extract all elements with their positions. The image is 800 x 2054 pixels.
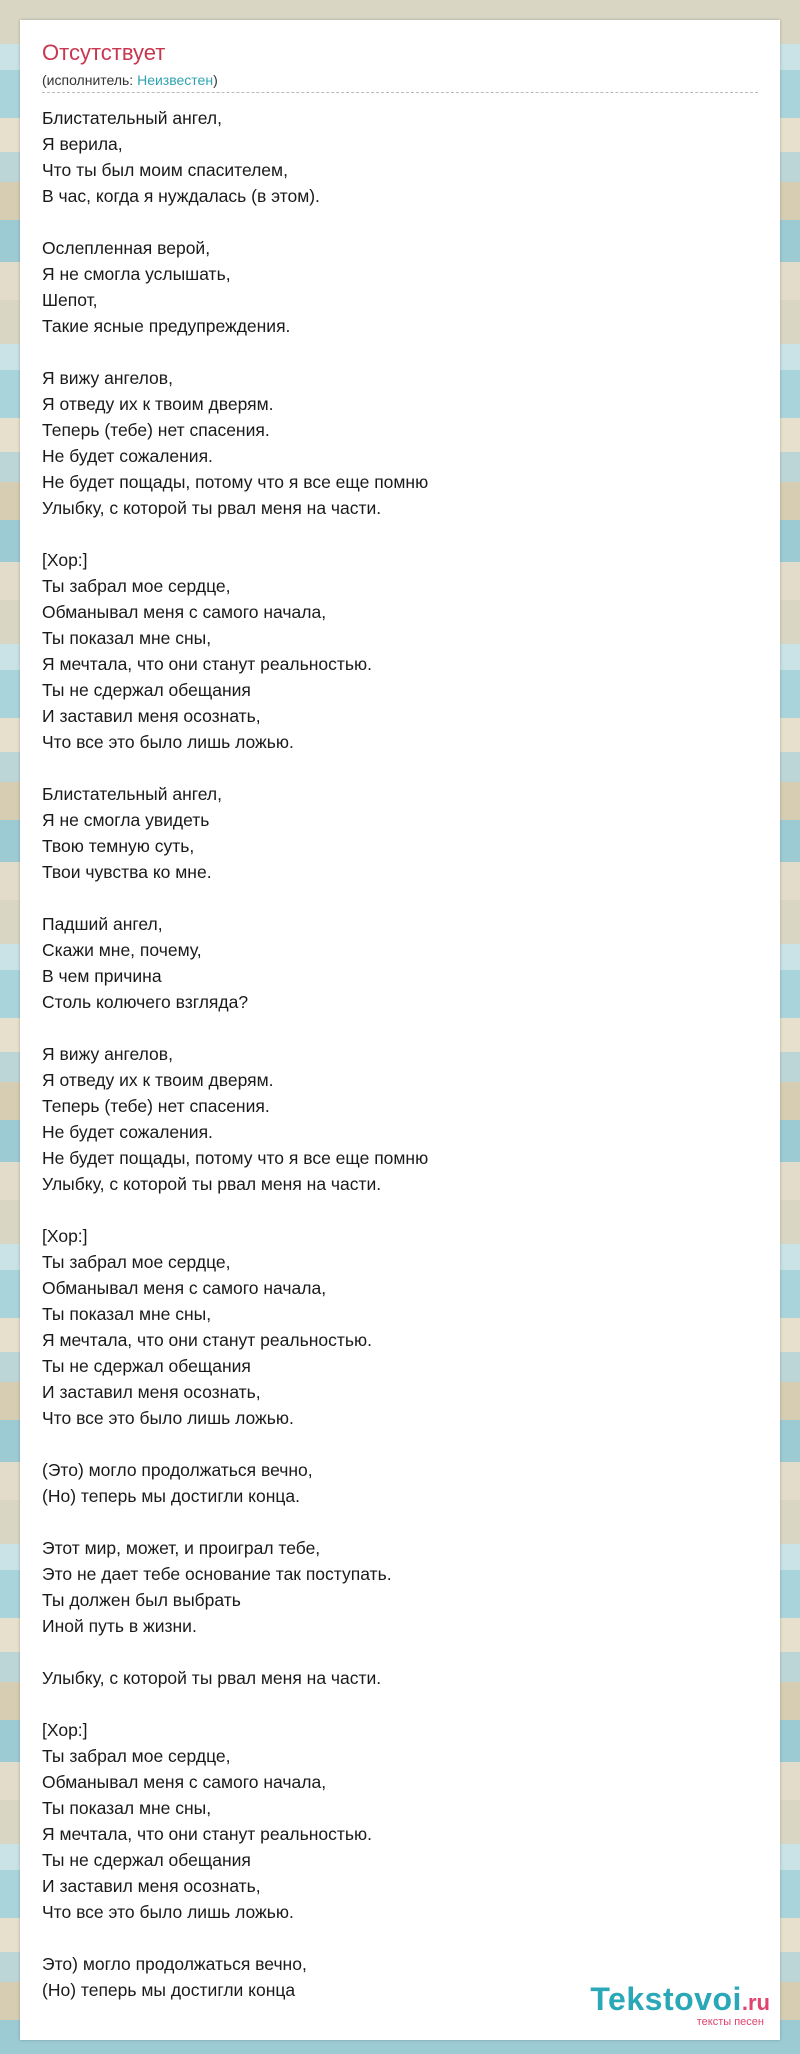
lyrics-line: Обманывал меня с самого начала,	[42, 602, 327, 622]
lyrics-line: Я верила,	[42, 134, 123, 154]
lyrics-line: И заставил меня осознать,	[42, 1382, 261, 1402]
lyrics-line: Ты показал мне сны,	[42, 628, 212, 648]
lyrics-line: Я отведу их к твоим дверям.	[42, 1070, 274, 1090]
artist-link[interactable]: Неизвестен	[137, 72, 214, 88]
lyrics-line: В чем причина	[42, 966, 162, 986]
lyrics-stanza	[42, 105, 758, 209]
lyrics-line: Улыбку, с которой ты рвал меня на части.	[42, 1668, 382, 1688]
lyrics-line: Что все это было лишь ложью.	[42, 732, 294, 752]
lyrics-line: И заставил меня осознать,	[42, 706, 261, 726]
lyrics-line: Этот мир, может, и проиграл тебе,	[42, 1538, 321, 1558]
header-divider	[42, 92, 758, 93]
lyrics-line: Я мечтала, что они станут реальностью.	[42, 654, 372, 674]
lyrics-line: Что все это было лишь ложью.	[42, 1902, 294, 1922]
lyrics-line: Блистательный ангел,	[42, 784, 222, 804]
lyrics-line: Обманывал меня с самого начала,	[42, 1772, 327, 1792]
lyrics-line: [Хор:]	[42, 1226, 88, 1246]
lyrics-line: Не будет пощады, потому что я все еще помню	[42, 1148, 429, 1168]
lyrics-stanza	[42, 547, 758, 755]
lyrics-line: Теперь (тебе) нет спасения.	[42, 420, 270, 440]
lyrics-stanza	[42, 235, 758, 339]
lyrics-stanza	[42, 365, 758, 521]
lyrics-line: (Это) могло продолжаться вечно,	[42, 1460, 313, 1480]
lyrics-line: Обманывал меня с самого начала,	[42, 1278, 327, 1298]
lyrics-line: Ты не сдержал обещания	[42, 680, 251, 700]
logo-tagline: тексты песен	[696, 2016, 764, 2028]
lyrics-line: Улыбку, с которой ты рвал меня на части.	[42, 498, 382, 518]
lyrics-line: Ты показал мне сны,	[42, 1304, 212, 1324]
lyrics-line: Не будет пощады, потому что я все еще помню	[42, 472, 429, 492]
lyrics-line: Твою темную суть,	[42, 836, 195, 856]
lyrics-line: Ты показал мне сны,	[42, 1798, 212, 1818]
lyrics-line: [Хор:]	[42, 1720, 88, 1740]
lyrics-stanza	[42, 1223, 758, 1431]
logo-name: Tekstovoi	[590, 1981, 742, 2017]
lyrics-line: Теперь (тебе) нет спасения.	[42, 1096, 270, 1116]
lyrics-line: Не будет сожаления.	[42, 1122, 213, 1142]
lyrics-line: Ты забрал мое сердце,	[42, 1252, 231, 1272]
lyrics-line: Ты не сдержал обещания	[42, 1356, 251, 1376]
lyrics-line: Это) могло продолжаться вечно,	[42, 1954, 307, 1974]
lyrics-line: Я не смогла увидеть	[42, 810, 210, 830]
lyrics-line: Я вижу ангелов,	[42, 1044, 173, 1064]
lyrics-line: (Но) теперь мы достигли конца.	[42, 1486, 301, 1506]
artist-suffix: )	[213, 72, 218, 88]
lyrics-line: Что все это было лишь ложью.	[42, 1408, 294, 1428]
lyrics-line: Что ты был моим спасителем,	[42, 160, 288, 180]
song-header	[42, 40, 758, 89]
lyrics-stanza	[42, 781, 758, 885]
lyrics-line: Я мечтала, что они станут реальностью.	[42, 1824, 372, 1844]
song-title: Отсутствует	[42, 40, 166, 65]
lyrics-line: Ты забрал мое сердце,	[42, 1746, 231, 1766]
lyrics-line: Не будет сожаления.	[42, 446, 213, 466]
lyrics-line: Твои чувства ко мне.	[42, 862, 212, 882]
lyrics-line: Скажи мне, почему,	[42, 940, 202, 960]
lyrics-line: Иной путь в жизни.	[42, 1616, 197, 1636]
lyrics-text	[42, 105, 758, 2029]
lyrics-line: Шепот,	[42, 290, 98, 310]
lyrics-line: Это не дает тебе основание так поступать.	[42, 1564, 392, 1584]
lyrics-stanza	[42, 1535, 758, 1639]
lyrics-stanza	[42, 1665, 758, 1691]
lyrics-card	[20, 20, 780, 2040]
lyrics-line: Блистательный ангел,	[42, 108, 222, 128]
lyrics-line: Я отведу их к твоим дверям.	[42, 394, 274, 414]
lyrics-line: Я вижу ангелов,	[42, 368, 173, 388]
logo-tld: .ru	[741, 1990, 770, 2015]
lyrics-line: В час, когда я нуждалась (в этом).	[42, 186, 320, 206]
lyrics-stanza	[42, 911, 758, 1015]
lyrics-line: Такие ясные предупреждения.	[42, 316, 291, 336]
lyrics-line: Столь колючего взгляда?	[42, 992, 249, 1012]
lyrics-stanza	[42, 1717, 758, 1925]
lyrics-line: [Хор:]	[42, 550, 88, 570]
lyrics-line: Ты должен был выбрать	[42, 1590, 241, 1610]
lyrics-line: Я мечтала, что они станут реальностью.	[42, 1330, 372, 1350]
lyrics-line: Ослепленная верой,	[42, 238, 211, 258]
artist-line	[42, 71, 758, 89]
artist-prefix: (исполнитель:	[42, 72, 138, 88]
lyrics-line: (Но) теперь мы достигли конца	[42, 1980, 296, 2000]
lyrics-line: Я не смогла услышать,	[42, 264, 231, 284]
lyrics-line: Улыбку, с которой ты рвал меня на части.	[42, 1174, 382, 1194]
lyrics-line: Ты забрал мое сердце,	[42, 576, 231, 596]
lyrics-line: И заставил меня осознать,	[42, 1876, 261, 1896]
site-logo[interactable]	[550, 1981, 770, 2028]
lyrics-stanza	[42, 1457, 758, 1509]
lyrics-stanza	[42, 1041, 758, 1197]
lyrics-line: Ты не сдержал обещания	[42, 1850, 251, 1870]
lyrics-line: Падший ангел,	[42, 914, 163, 934]
